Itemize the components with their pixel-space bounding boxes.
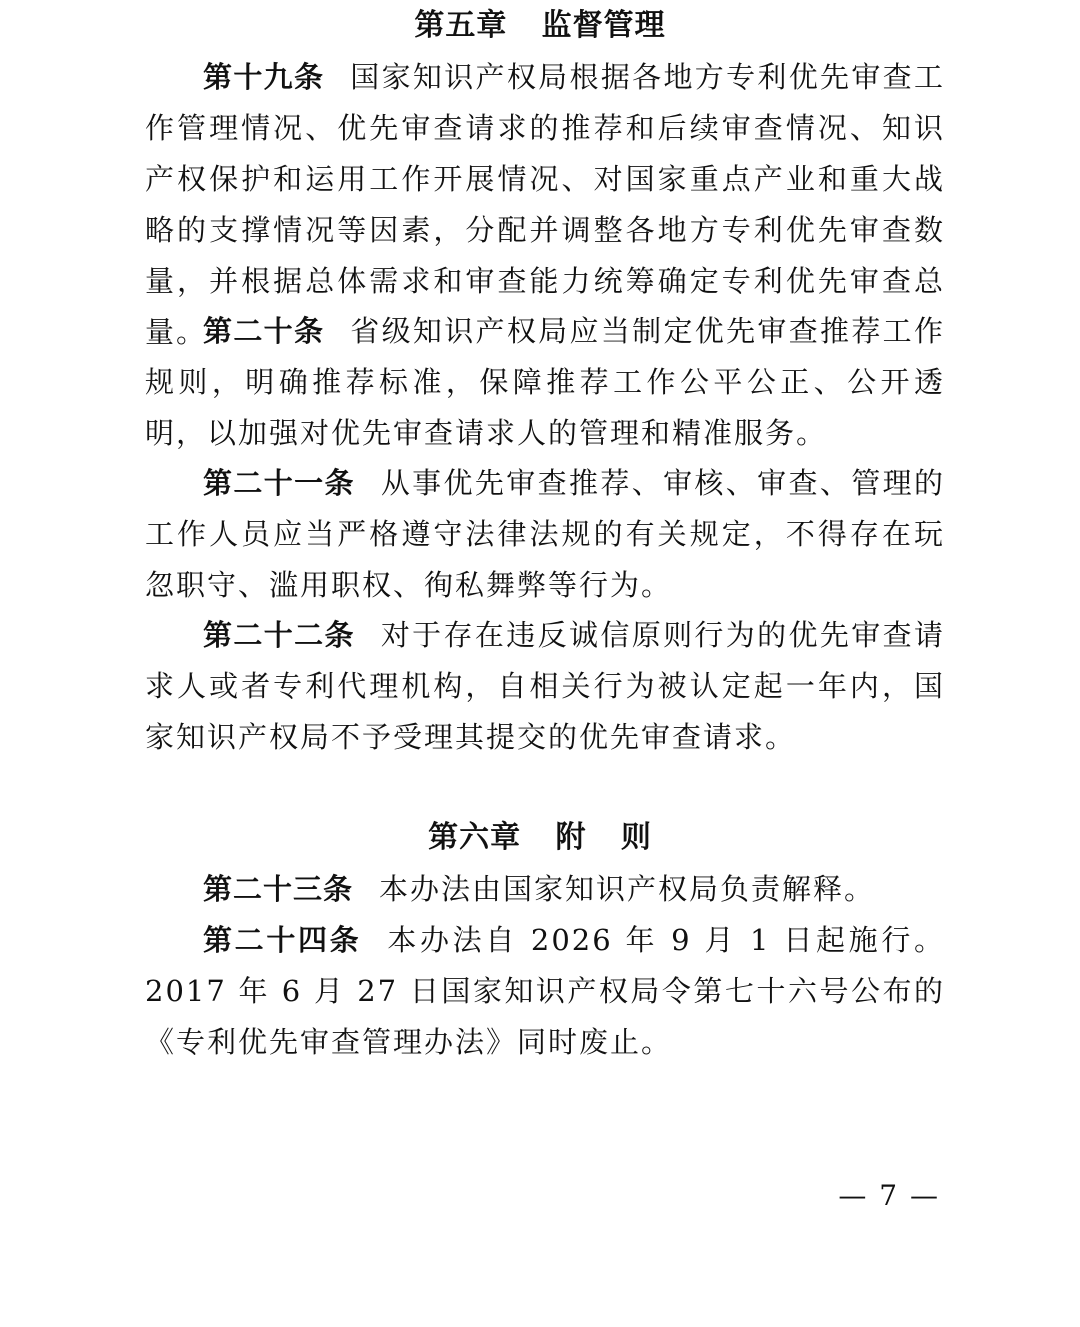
article-text: 从事优先审查推荐、审核、审查、管理的工作人员应当严格遵守法律法规的有关规定，不得存在玩忽职守、滥用职权、徇私舞弊等行为。: [145, 466, 945, 602]
article-24: [145, 915, 945, 1068]
article-text: 对于存在违反诚信原则行为的优先审查请求人或者专利代理机构，自相关行为被认定起一年内，国家知识产权局不予受理其提交的优先审查请求。: [145, 618, 945, 754]
article-21: [145, 458, 945, 611]
article-text: 本办法由国家知识产权局负责解释。: [379, 872, 876, 906]
chapter-6-heading: 第六章 附 则: [428, 820, 652, 855]
article-number: 第二十二条: [203, 618, 355, 652]
article-number: 第二十条: [203, 314, 325, 348]
article-number: 第二十三条: [203, 872, 354, 906]
page-number: — 7 —: [838, 1179, 940, 1212]
article-number: 第十九条: [203, 60, 325, 94]
article-23: [145, 864, 945, 915]
article-number: 第二十四条: [203, 923, 362, 957]
article-number: 第二十一条: [203, 466, 355, 500]
article-text: 本办法自 2026 年 9 月 1 日起施行。2017 年 6 月 27 日国家知识产权局令第七十六号公布的《专利优先审查管理办法》同时废止。: [145, 923, 945, 1059]
chapter-5-heading: 第五章 监督管理: [414, 8, 666, 43]
article-text: 省级知识产权局应当制定优先审查推荐工作规则，明确推荐标准，保障推荐工作公平公正、公开透明，以加强对优先审查请求人的管理和精准服务。: [145, 314, 945, 450]
article-22: [145, 610, 945, 763]
article-20: [145, 306, 945, 459]
article-text: 国家知识产权局根据各地方专利优先审查工作管理情况、优先审查请求的推荐和后续审查情况、知识产权保护和运用工作开展情况、对国家重点产业和重大战略的支撑情况等因素，分配并调整各地方专利优先审查数量，并根据总体需求和审查能力统筹确定专利优先审查总量。: [145, 60, 945, 349]
